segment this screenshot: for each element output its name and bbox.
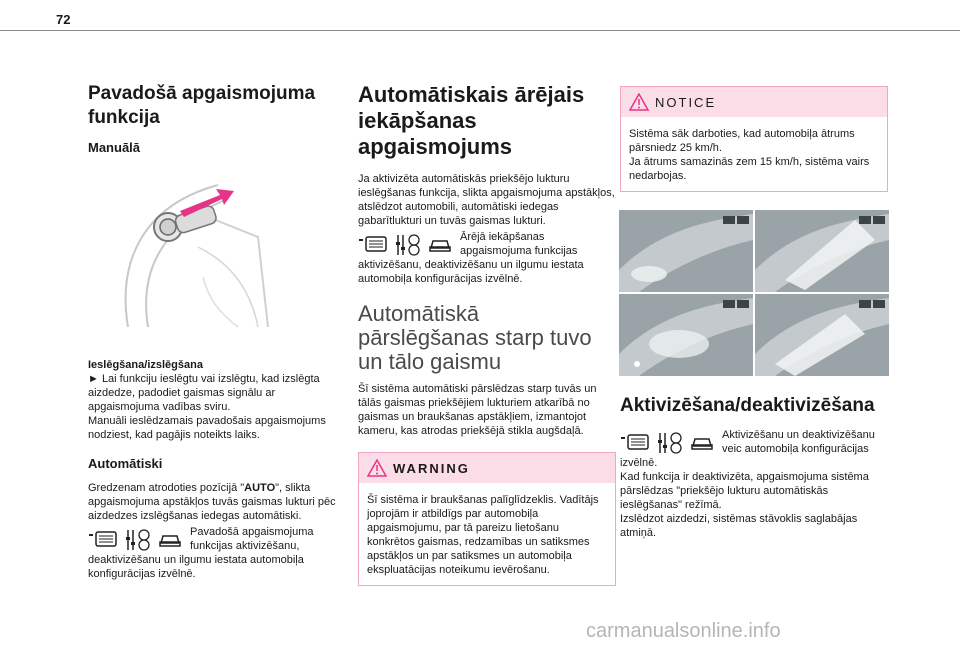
headlight-beam-illustration <box>619 210 888 376</box>
steering-stalk-illustration <box>108 177 343 342</box>
beam-scene-4 <box>755 294 889 376</box>
section-title-auto-beam: Automātiskā pārslēgšanas starp tuvo un tālo gaismu <box>358 301 592 374</box>
auto-heading: Automātiski <box>88 456 163 471</box>
column-2 <box>358 82 616 586</box>
auto-text-bold: AUTO <box>244 482 276 494</box>
switch-heading: Ieslēgšana/izslēgšana <box>88 359 203 371</box>
welcome-text: Ja aktivizēta automātiskās priekšējo lukturu ieslēgšanas funkcija, slikta apgaismojuma apstākļos, atslēdzot automobili, automātiski iedegas gabarītlukturi un tuvās gaismas lukturi. <box>358 173 615 227</box>
screen-icon <box>358 235 388 255</box>
warning-icon <box>629 93 649 111</box>
menu-icons <box>88 528 182 552</box>
warning-label: WARNING <box>393 460 470 476</box>
beam-text: Šī sistēma automātiski pārslēdzas starp tuvās un tālās gaismas priekšējiem lukturiem atkarībā no gaismas un braukšanas apstākļiem, izmantojot kameru, kas atrodas priekšējā stikla augšdaļā. <box>358 383 597 437</box>
notice-text-1: Sistēma sāk darboties, kad automobiļa ātrums pārsniedz 25 km/h. <box>629 128 855 154</box>
notice-header <box>621 87 887 117</box>
auto-text-a: Gredzenam atrodoties pozīcijā " <box>88 482 245 494</box>
section-title-guide-lighting: Pavadošā apgaismojuma funkcija <box>88 83 316 128</box>
settings-sliders-icon <box>657 431 683 455</box>
column-3 <box>620 82 888 540</box>
warning-icon <box>367 459 387 477</box>
column-1 <box>88 82 343 581</box>
section-title-activation: Aktivizēšana/deaktivizēšana <box>620 395 875 416</box>
auto-text-icons: Pavadošā apgaismojuma funkcijas aktivizēšanu, deaktivizēšanu un ilgumu iestata automobiļa konfigurācijas izvēlnē. <box>88 526 314 580</box>
welcome-text-icons: Ārējā iekāpšanas apgaismojuma funkcijas aktivizēšanu, deaktivizēšanu un ilgumu iestata automobiļa konfigurācijas izvēlnē. <box>358 231 584 285</box>
settings-sliders-icon <box>125 528 151 552</box>
watermark: carmanualsonline.info <box>586 620 781 642</box>
notice-box <box>620 86 888 192</box>
switch-text: ► Lai funkciju ieslēgtu vai izslēgtu, kad izslēgta aizdedze, padodiet gaismas signālu ar apgaismojuma vadības sviru. <box>88 373 320 413</box>
activation-text-1: Aktivizēšanu un deaktivizēšanu veic automobiļa konfigurācijas izvēlnē. <box>620 429 875 469</box>
beam-scene-1 <box>619 210 753 292</box>
top-rule <box>0 30 960 31</box>
car-icon <box>158 531 182 549</box>
section-title-welcome-lighting: Automātiskais ārējais iekāpšanas apgaismojums <box>358 82 585 159</box>
settings-sliders-icon <box>395 233 421 257</box>
switch-text-2: Manuāli ieslēdzamais pavadošais apgaismojums nodziest, kad pagājis noteikts laiks. <box>88 415 326 441</box>
auto-text-b: ", slikta apgaismojuma apstākļos tuvās gaismas lukturi pēc aizdedzes izslēgšanas iedegas automātiski. <box>88 482 336 522</box>
activation-text-3: Izslēdzot aizdedzi, sistēmas stāvoklis saglabājas atmiņā. <box>620 513 858 539</box>
page-number: 72 <box>56 12 71 27</box>
beam-scene-3 <box>619 294 753 376</box>
menu-icons-2 <box>358 233 452 257</box>
menu-icons-3 <box>620 431 714 455</box>
notice-text-2: Ja ātrums samazinās zem 15 km/h, sistēma vairs nedarbojas. <box>629 156 870 182</box>
manual-heading: Manuālā <box>88 140 141 155</box>
notice-label: NOTICE <box>655 94 717 110</box>
screen-icon <box>88 530 118 550</box>
screen-icon <box>620 433 650 453</box>
car-icon <box>428 236 452 254</box>
warning-box <box>358 452 616 586</box>
warning-header <box>359 453 615 483</box>
auto-text <box>88 481 343 523</box>
activation-text-2: Kad funkcija ir deaktivizēta, apgaismojuma sistēma pārslēdzas "priekšējo lukturu automātiskās ieslēgšanas" režīmā. <box>620 471 869 511</box>
car-icon <box>690 434 714 452</box>
beam-scene-2 <box>755 210 889 292</box>
warning-text: Šī sistēma ir braukšanas palīglīdzeklis. Vadītājs joprojām ir atbildīgs par automobiļa apgaismojumu, par tā pareizu lietošanu konkrētos gaismas, redzamības un satiksmes apstākļos un par satiksmes un automobiļa ekspluatācijas noteikumu ievērošanu. <box>367 494 599 576</box>
